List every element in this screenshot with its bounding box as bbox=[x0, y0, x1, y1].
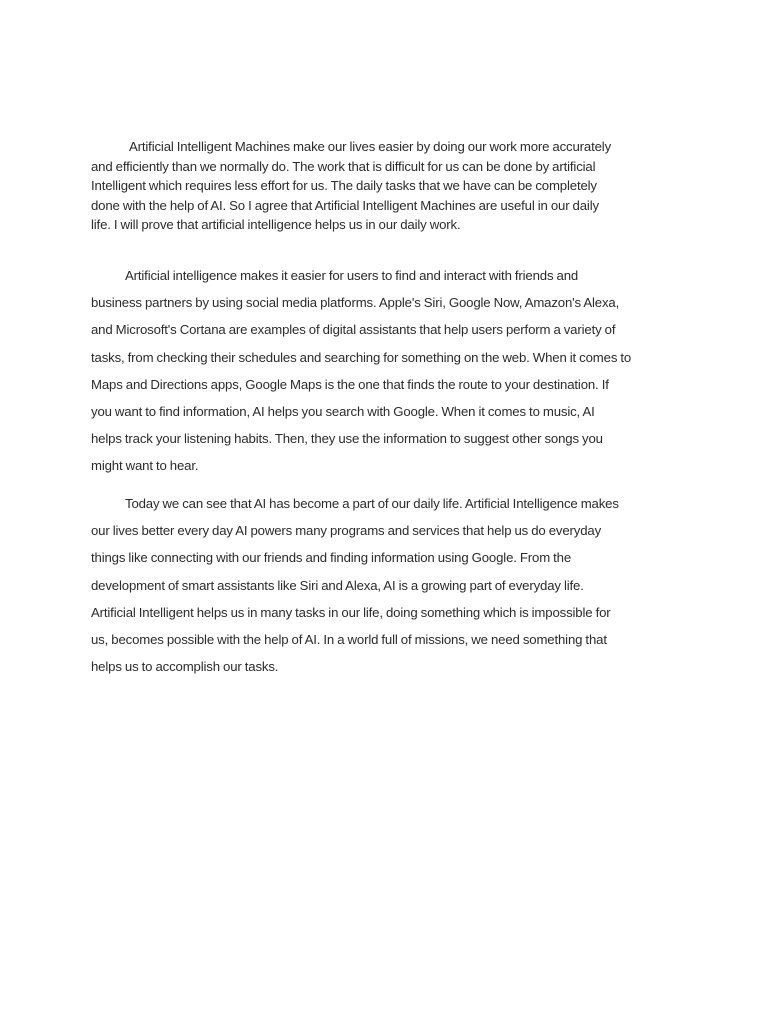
text-line: life. I will prove that artificial intelligence helps us in our daily work. bbox=[91, 217, 461, 232]
text-line: Maps and Directions apps, Google Maps is the one that finds the route to your destination. If bbox=[91, 376, 609, 392]
text-line: tasks, from checking their schedules and searching for something on the web. When it comes to bbox=[91, 349, 632, 365]
paragraph-digital-assistants bbox=[91, 262, 679, 480]
text-line: us, becomes possible with the help of AI. In a world full of missions, we need something that bbox=[91, 632, 607, 648]
text-line: business partners by using social media platforms. Apple's Siri, Google Now, Amazon's Alexa, bbox=[91, 295, 620, 311]
text-line: things like connecting with our friends and finding information using Google. From the bbox=[91, 550, 572, 566]
text-line: you want to find information, AI helps you search with Google. When it comes to music, AI bbox=[91, 404, 595, 420]
text-line: Intelligent which requires less effort for us. The daily tasks that we have can be completely bbox=[91, 178, 597, 193]
text-line: and efficiently than we normally do. The work that is difficult for us can be done by artificial bbox=[91, 158, 596, 174]
text-line: might want to hear. bbox=[91, 458, 199, 474]
text-line: helps us to accomplish our tasks. bbox=[91, 659, 279, 675]
text-line: helps track your listening habits. Then, they use the information to suggest other songs you bbox=[91, 431, 603, 447]
text-line: Today we can see that AI has become a part of our daily life. Artificial Intelligence makes bbox=[125, 496, 619, 511]
text-line: Artificial Intelligent helps us in many tasks in our life, doing something which is impossible for bbox=[91, 604, 611, 620]
paragraph-intro bbox=[91, 137, 679, 235]
paragraph-daily-life bbox=[91, 490, 679, 680]
text-line: our lives better every day AI powers many programs and services that help us do everyday bbox=[91, 523, 602, 539]
text-line: and Microsoft's Cortana are examples of digital assistants that help users perform a variety of bbox=[91, 322, 616, 338]
text-line: Artificial Intelligent Machines make our lives easier by doing our work more accurately bbox=[129, 139, 612, 154]
text-line: Artificial intelligence makes it easier for users to find and interact with friends and bbox=[125, 268, 579, 283]
text-line: development of smart assistants like Siri and Alexa, AI is a growing part of everyday life. bbox=[91, 577, 584, 593]
text-line: done with the help of AI. So I agree that Artificial Intelligent Machines are useful in our daily bbox=[91, 197, 599, 213]
